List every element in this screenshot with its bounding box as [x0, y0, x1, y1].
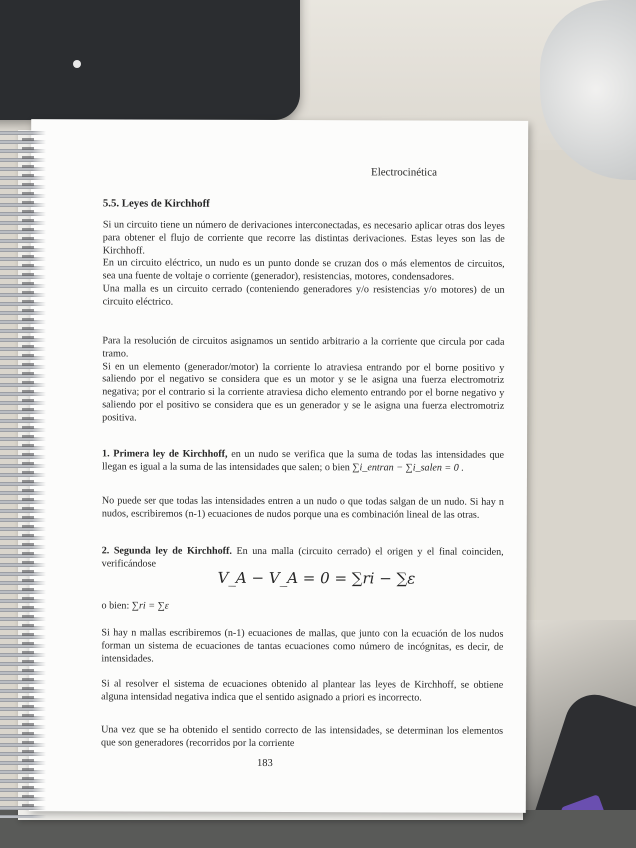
law2-label: 2. Segunda ley de Kirchhoff.	[101, 545, 232, 557]
paragraph-mallas-text: Si hay n mallas escribiremos (n-1) ecuaciones de mallas, que junto con la ecuación de los nudos forman un sistema de ecuaciones de tantas ecuaciones como número de incógnitas, es decir, de intensidades.	[101, 627, 504, 665]
law1-note-text: No puede ser que todas las intensidades entren a un nudo o que todas salgan de un nudo. Si hay n nudos, escribiremos (n-1) ecuaciones de nudos porque una es combinación lineal de las otras.	[101, 495, 504, 521]
law2-alt-prefix: o bien:	[101, 600, 132, 612]
paragraph-mallas	[101, 627, 503, 667]
paragraph-sentido-correcto	[101, 724, 503, 751]
paragraph-intro: Si un circuito tiene un número de derivaciones interconectadas, es necesario aplicar otras dos leyes para obtener el flujo de corriente que recorre las distintas derivaciones. Estas leyes son las de Kirchhoff.	[102, 219, 505, 257]
law2-text: En una malla (circuito cerrado) el origen y el final coinciden, verificándose	[101, 545, 504, 570]
paragraph-block-2	[102, 335, 504, 426]
page-header: Electrocinética	[371, 166, 438, 179]
paragraph-negativa	[101, 678, 503, 705]
law1-formula: ∑i_entran − ∑i_salen = 0 .	[352, 462, 464, 474]
law1-paragraph	[102, 448, 504, 475]
laptop-indicator-light	[73, 60, 81, 68]
law2-formula: V_A − V_A = 0 = ∑ri − ∑ε	[217, 568, 416, 588]
law1-text: en un nudo se verifica que la suma de todas las intensidades que llegan es igual a la suma de las intensidades que salen; o bien	[101, 448, 505, 474]
law2-alt-line	[101, 600, 503, 614]
section-title: 5.5. Leyes de Kirchhoff	[102, 197, 210, 210]
paragraph-sentido: Para la resolución de circuitos asignamos un sentido arbitrario a la corriente que circula por cada tramo.	[102, 335, 505, 360]
binding-holes	[22, 132, 34, 812]
law2-alt-formula: ∑ri = ∑ε	[131, 600, 169, 612]
book-page	[29, 119, 528, 813]
paragraph-sentido-correcto-text: Una vez que se ha obtenido el sentido correcto de las intensidades, se determinan los elementos que son generadores (recorridos por la corriente	[101, 724, 504, 749]
page-number: 183	[256, 757, 273, 769]
paragraph-negativa-text: Si al resolver el sistema de ecuaciones obtenido al plantear las leyes de Kirchhoff, se obtiene alguna intensidad negativa indica que el sentido asignado a priori es incorrecto.	[101, 678, 504, 704]
law1-note	[102, 495, 504, 522]
paragraph-nudo: En un circuito eléctrico, un nudo es un punto donde se cruzan dos o más elementos de circuitos, sea una fuente de voltaje o corriente (generador), resistencias, motores, condensadores.	[102, 257, 505, 283]
law1-label: 1. Primera ley de Kirchhoff,	[102, 448, 228, 460]
paragraph-fem: Si en un elemento (generador/motor) la corriente lo atraviesa entrando por el borne positivo y saliendo por el negativo se considera que es un motor y se le asigna una fuerza electromotriz negativa; por el contrario si la corriente atraviesa dicho elemento entrando por el borne negativo y saliendo por el positivo se considera que es un generador y se le asigna una fuerza electromotriz positiva.	[102, 360, 505, 424]
law2-alt	[101, 600, 503, 614]
laptop-corner	[0, 0, 300, 120]
law1-line	[102, 448, 504, 475]
glass-cup	[540, 0, 636, 180]
paragraph-block-1	[103, 219, 505, 310]
paragraph-malla: Una malla es un circuito cerrado (conteniendo generadores y/o resistencias y/o motores) de un circuito eléctrico.	[102, 283, 505, 308]
